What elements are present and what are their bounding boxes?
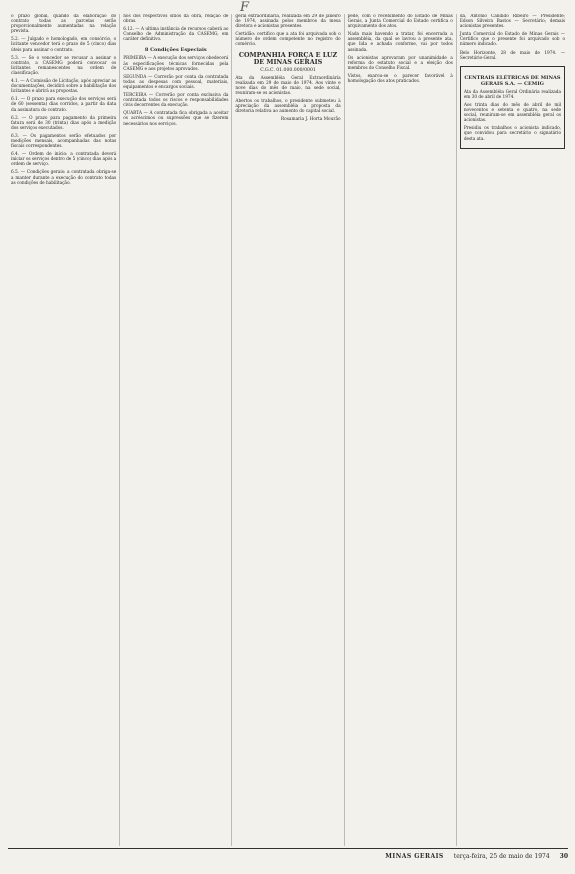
footer-date: terça-feira, 25 de maio de 1974 [453, 852, 550, 860]
paragraph: Belo Horizonte, 28 de maio de 1974. — Secretário-Geral. [459, 50, 566, 61]
column-2-text-continued [123, 56, 228, 126]
paragraph: SEGUNDA — Correrão por conta da contratada todas as despesas com pessoal, materiais, equipamentos e encargos sociais. [123, 74, 229, 90]
paragraph: 5.2. — Julgado e homologado, em consórcio, o licitante vencedor terá o prazo de 5 (cinco) dias úteis para assinar o contrato. [11, 37, 117, 53]
column-2 [120, 14, 232, 846]
column-4 [345, 14, 457, 846]
column-2-text [123, 14, 228, 42]
paragraph: 6.4. — Ordem de início: a contratada deverá iniciar os serviços dentro de 5 (cinco) dias após a ordem de serviço. [11, 152, 117, 168]
paragraph: 6.12. — A ultima instância de recursos caberá ao Conselho de Administração da CASEMG, em caráter definitivo. [123, 27, 229, 43]
column-4-text [348, 14, 453, 84]
column-1-text [11, 14, 116, 186]
signature-line: Rosamaria J. Horta Mourão [280, 117, 341, 123]
footer-page-number: 30 [559, 852, 568, 860]
company-subheading: C.G.C. 01.000.000/0001 [260, 67, 316, 73]
paragraph: Certidão: certifico que a ata foi arquivada sob o número de ordem competente no registro do comércio. [235, 32, 341, 48]
paragraph: 6.1. — O prazo para execução dos serviços será de 60 (sessenta) dias corridos, a partir da data da assinatura do contrato. [11, 97, 117, 113]
column-1 [8, 14, 120, 846]
paragraph: geral extraordinária, realizada em 29 de janeiro de 1974, assinada pelos membros da mesa diretora e acionistas presentes. [235, 14, 341, 30]
handwritten-mark: F [240, 0, 250, 15]
paragraph: 4.1. — A Comissão de Licitação, após apreciar as documentações, decidirá sobre a habilitação dos licitantes e abrirá as propostas. [11, 79, 117, 95]
paragraph: da, Antônio Cândido Ribeiro — Presidente; Edson Silveira Bastos — Secretário; demais acionistas presentes. [459, 14, 566, 30]
column-5 [457, 14, 568, 846]
paragraph: Ata da Assembléia Geral Extraordinária realizada em 29 de maio de 1974. Aos vinte e nove dias do mês de maio, na sede social, reuniram-se os acionistas. [235, 75, 341, 96]
company-heading: COMPANHIA FORÇA E LUZ DE MINAS GERAIS [238, 50, 338, 66]
page-footer [8, 848, 568, 863]
paragraph: pede, com o recebimento do Estado de Minas Gerais, a Junta Comercial do Estado certifica o arquivamento dos atos. [347, 14, 453, 30]
paragraph: PRIMEIRA — A execução dos serviços obedecerá às especificações técnicas fornecidas pela CASEMG e aos projetos aprovados. [123, 56, 229, 72]
paragraph: o prazo global, quando da elaboração do contrato todas as parcelas serão proporcionalmente aumentadas na relação prevista. [11, 14, 117, 35]
columns-container [8, 14, 568, 846]
column-3-text [235, 14, 340, 48]
paragraph: Ata da Assembléia Geral Ordinária realizada em 30 de abril de 1974. [463, 89, 562, 100]
paragraph: Os acionistas aprovaram por unanimidade a reforma do estatuto social e a eleição dos membros do Conselho Fiscal. [347, 55, 453, 71]
paragraph: QUARTA — A contratada fica obrigada a aceitar os acréscimos ou supressões que se fizerem necessários nos serviços. [123, 111, 229, 127]
paragraph: Abertos os trabalhos, o presidente submeteu à apreciação da assembléia a proposta da diretoria relativa ao aumento do capital social. [235, 98, 341, 115]
paragraph: 6.3. — Os pagamentos serão efetuados por medições mensais, acompanhadas das notas fiscais correspondentes. [11, 133, 117, 150]
paragraph: Vistos, exarou-se o parecer favorável à homologação dos atos praticados. [347, 73, 453, 85]
column-5-text [460, 14, 565, 61]
column-3-text-continued [235, 76, 340, 115]
paragraph: Junta Comercial do Estado de Minas Gerais — Certifico que o presente foi arquivado sob o número indicado. [459, 32, 566, 48]
paragraph: 6.5. — Condições gerais: a contratada obriga-se a manter durante a execução do contrato todas as condições de habilitação. [11, 170, 117, 186]
footer-publication-title: MINAS GERAIS [385, 852, 444, 860]
paragraph: TERCEIRA — Correrão por conta exclusiva da contratada todos os riscos e responsabilidades civis decorrentes da execução. [123, 93, 229, 109]
column-3 [232, 14, 344, 846]
paragraph: 5.3. — Se o vencedor se recusar a assinar o contrato, a CASEMG poderá convocar os licitantes remanescentes na ordem de classificação. [11, 55, 117, 76]
boxed-notice-text [464, 90, 561, 142]
section-heading: 8 Condições Especiais [144, 47, 207, 54]
paragraph: nos dos respectivos sítios da obra, relação de obras. [123, 14, 229, 25]
paragraph: Nada mais havendo a tratar, foi encerrada a assembléia, da qual se lavrou a presente ata, que lida e achada conforme, vai por todos assinada. [347, 32, 453, 53]
paragraph: 6.2. — O prazo para pagamento da primeira fatura será de 30 (trinta) dias após a medição dos serviços executados. [11, 115, 117, 131]
boxed-notice [460, 66, 565, 149]
boxed-notice-title: CENTRAIS ELÉTRICAS DE MINAS GERAIS S.A. — CEMIG [464, 74, 561, 87]
paragraph: Aos trinta dias do mês de abril de mil novecentos e setenta e quatro, na sede social, reuniram-se em assembléia geral os acionistas. [463, 102, 562, 124]
paragraph: Presidiu os trabalhos o acionista indicado, que convidou para secretário o signatário desta ata. [463, 126, 562, 142]
